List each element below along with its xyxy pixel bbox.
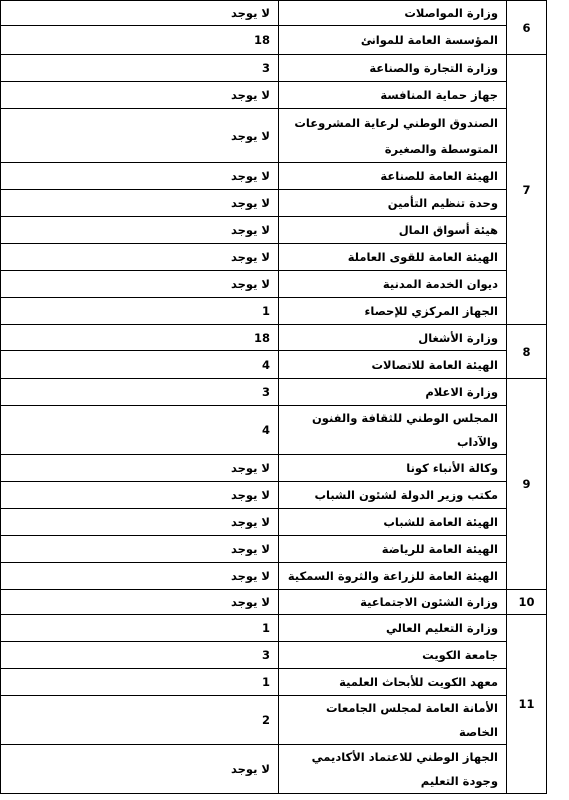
count-value: لا يوجد <box>230 569 270 583</box>
ministry-row <box>1 325 547 351</box>
count-value: 3 <box>261 385 270 399</box>
count-cell <box>1 351 279 379</box>
entity-name: الجهاز المركزي للإحصاء <box>279 298 507 325</box>
entity-name: الهيئة العامة للزراعة والثروة السمكية <box>279 563 507 590</box>
count-value: 18 <box>253 33 270 47</box>
count-cell <box>1 509 279 536</box>
count-cell <box>1 563 279 590</box>
count-cell <box>1 26 279 55</box>
count-cell <box>1 325 279 351</box>
count-value: لا يوجد <box>230 488 270 502</box>
ministry-name: وزارة التجارة والصناعة <box>279 55 507 82</box>
count-value: 1 <box>261 675 270 689</box>
entity-name: وحدة تنظيم التأمين <box>279 190 507 217</box>
count-cell <box>1 217 279 244</box>
entity-name: الأمانة العامة لمجلس الجامعات الخاصة <box>279 696 507 745</box>
entity-row <box>1 190 547 217</box>
count-value: لا يوجد <box>230 88 270 102</box>
entity-name: الهيئة العامة للاتصالات <box>279 351 507 379</box>
ministry-name: وزارة التعليم العالي <box>279 615 507 642</box>
count-value: لا يوجد <box>230 250 270 264</box>
entity-name: الهيئة العامة للرياضة <box>279 536 507 563</box>
entity-row <box>1 163 547 190</box>
entity-row <box>1 351 547 379</box>
entity-row <box>1 271 547 298</box>
count-cell <box>1 642 279 669</box>
entity-name: معهد الكويت للأبحاث العلمية <box>279 669 507 696</box>
count-cell <box>1 379 279 406</box>
entity-row <box>1 217 547 244</box>
entity-row <box>1 563 547 590</box>
entity-name: الصندوق الوطني لرعاية المشروعات المتوسطة والصغيرة <box>279 109 507 163</box>
group-number: 6 <box>507 1 547 55</box>
count-cell <box>1 745 279 794</box>
entity-name: وكالة الأنباء كونا <box>279 455 507 482</box>
count-value: 4 <box>261 423 270 437</box>
ministry-name: وزارة الاعلام <box>279 379 507 406</box>
count-cell <box>1 455 279 482</box>
count-value: لا يوجد <box>230 169 270 183</box>
entity-name: المؤسسة العامة للموانئ <box>279 26 507 55</box>
count-value: 1 <box>261 304 270 318</box>
count-cell <box>1 669 279 696</box>
group-number: 9 <box>507 379 547 590</box>
entity-name: ديوان الخدمة المدنية <box>279 271 507 298</box>
count-value: لا يوجد <box>230 542 270 556</box>
ministry-name: وزارة المواصلات <box>279 1 507 26</box>
entity-row <box>1 26 547 55</box>
ministry-row <box>1 379 547 406</box>
count-cell <box>1 615 279 642</box>
count-value: 1 <box>261 621 270 635</box>
entity-row <box>1 109 547 163</box>
entity-row <box>1 509 547 536</box>
ministry-row <box>1 55 547 82</box>
table-body <box>1 1 547 794</box>
count-cell <box>1 190 279 217</box>
count-cell <box>1 1 279 26</box>
ministry-row <box>1 615 547 642</box>
entity-name: الجهاز الوطني للاعتماد الأكاديمي وجودة التعليم <box>279 745 507 794</box>
ministry-name: وزارة الأشغال <box>279 325 507 351</box>
entity-row <box>1 745 547 794</box>
count-value: لا يوجد <box>230 762 270 776</box>
count-cell <box>1 109 279 163</box>
entity-row <box>1 406 547 455</box>
entity-row <box>1 455 547 482</box>
count-value: 2 <box>261 713 270 727</box>
count-cell <box>1 298 279 325</box>
entity-row <box>1 244 547 271</box>
entity-name: الهيئة العامة للشباب <box>279 509 507 536</box>
count-cell <box>1 82 279 109</box>
count-value: لا يوجد <box>230 277 270 291</box>
ministry-row <box>1 1 547 26</box>
count-cell <box>1 482 279 509</box>
group-number: 8 <box>507 325 547 379</box>
entity-name: جامعة الكويت <box>279 642 507 669</box>
count-cell <box>1 271 279 298</box>
entity-name: الهيئة العامة للقوى العاملة <box>279 244 507 271</box>
count-value: لا يوجد <box>230 595 270 609</box>
count-cell <box>1 590 279 615</box>
entity-row <box>1 696 547 745</box>
count-cell <box>1 55 279 82</box>
count-value: 18 <box>253 330 270 345</box>
entity-name: هيئة أسواق المال <box>279 217 507 244</box>
entity-row <box>1 482 547 509</box>
entity-name: الهيئة العامة للصناعة <box>279 163 507 190</box>
entity-name: جهاز حماية المنافسة <box>279 82 507 109</box>
entity-row <box>1 536 547 563</box>
count-cell <box>1 406 279 455</box>
count-value: 3 <box>261 648 270 662</box>
count-value: لا يوجد <box>230 223 270 237</box>
ministry-name: وزارة الشئون الاجتماعية <box>279 590 507 615</box>
entity-row <box>1 298 547 325</box>
count-value: 4 <box>261 357 270 372</box>
count-cell <box>1 244 279 271</box>
group-number: 7 <box>507 55 547 325</box>
entity-name: المجلس الوطني للثقافة والفنون والآداب <box>279 406 507 455</box>
count-cell <box>1 696 279 745</box>
ministry-row <box>1 590 547 615</box>
count-value: لا يوجد <box>230 6 270 20</box>
entity-name: مكتب وزير الدولة لشئون الشباب <box>279 482 507 509</box>
entity-row <box>1 642 547 669</box>
count-value: لا يوجد <box>230 461 270 475</box>
count-value: لا يوجد <box>230 128 270 143</box>
count-value: لا يوجد <box>230 515 270 529</box>
entity-row <box>1 82 547 109</box>
count-cell <box>1 163 279 190</box>
count-value: 3 <box>261 61 270 75</box>
count-cell <box>1 536 279 563</box>
entity-row <box>1 669 547 696</box>
count-value: لا يوجد <box>230 196 270 210</box>
group-number: 11 <box>507 615 547 794</box>
group-number: 10 <box>507 590 547 615</box>
